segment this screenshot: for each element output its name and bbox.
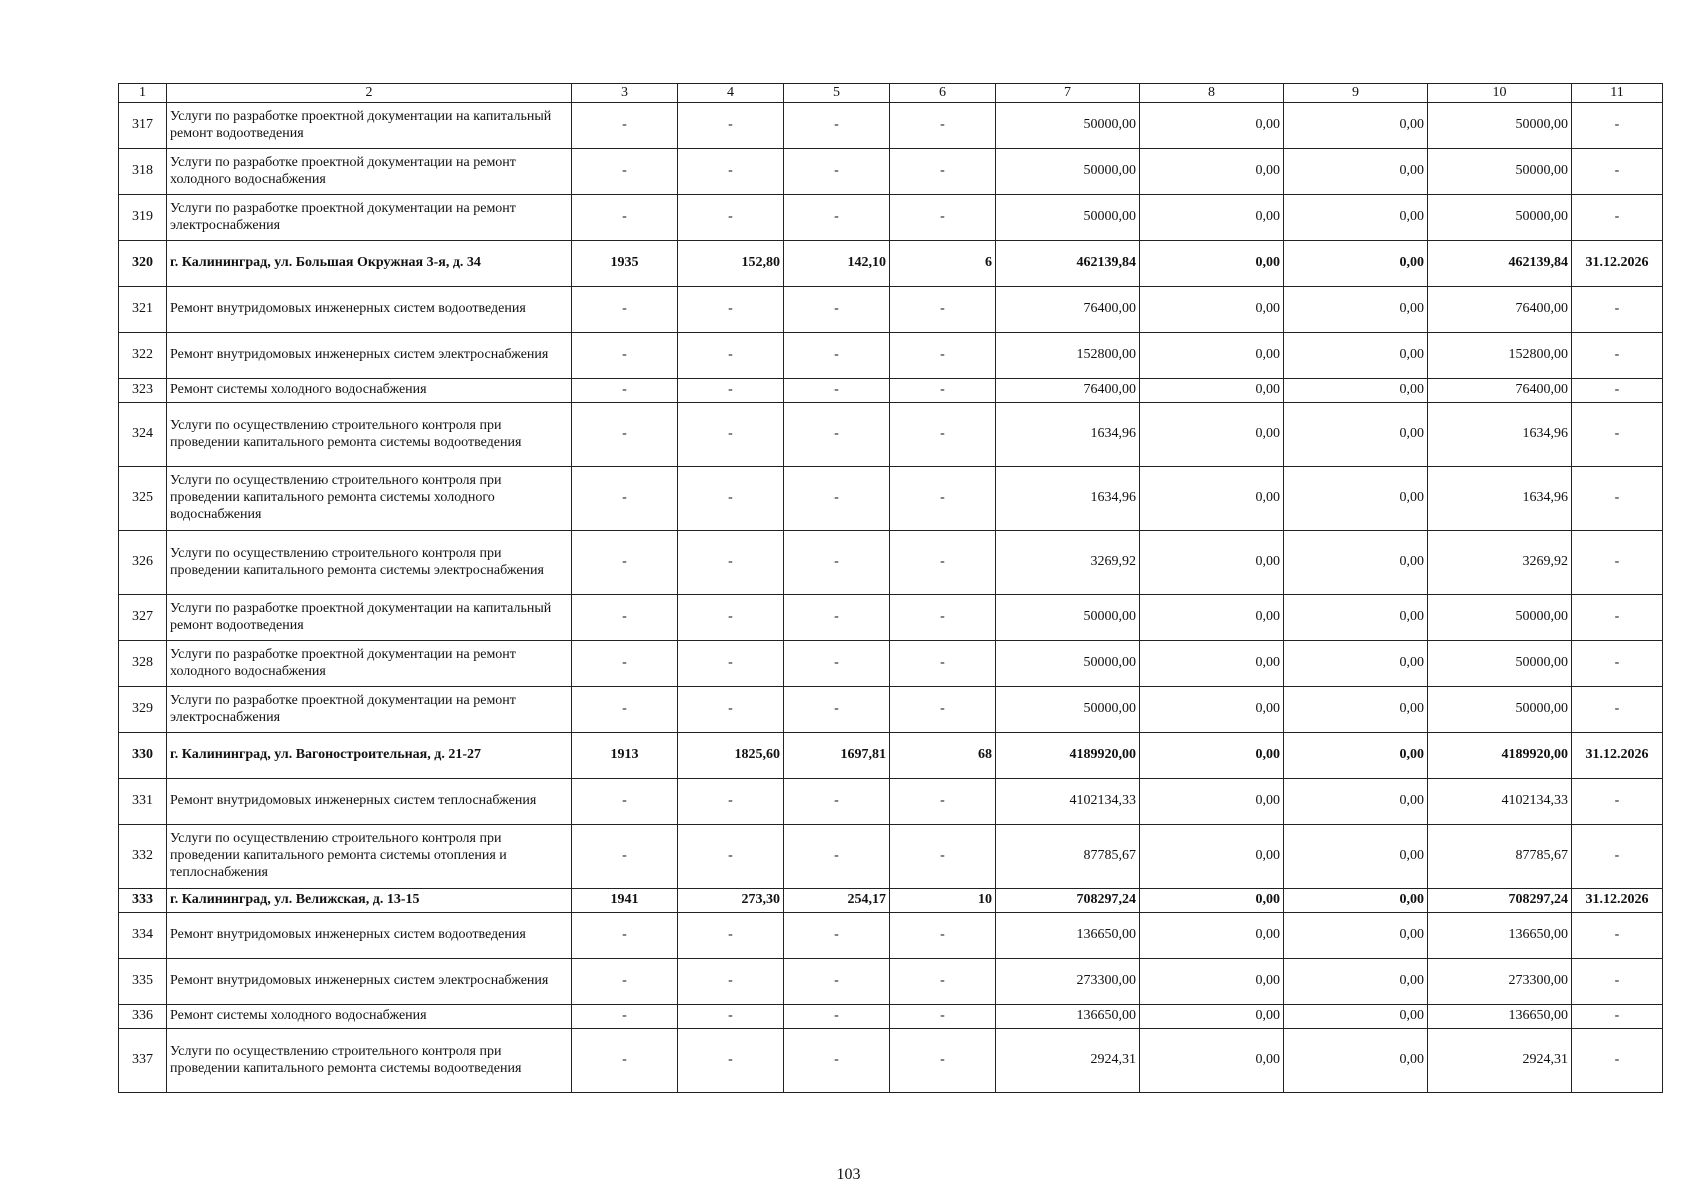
fund-source-10-cell: 50000,00 bbox=[1428, 595, 1572, 641]
item-name-cell: Ремонт внутридомовых инженерных систем водоотведения bbox=[167, 913, 572, 959]
table-row bbox=[119, 287, 1663, 333]
row-number-cell: 326 bbox=[119, 531, 167, 595]
table-row bbox=[119, 825, 1663, 889]
living-area-cell: - bbox=[784, 403, 890, 467]
residents-cell: - bbox=[890, 825, 996, 889]
deadline-cell: - bbox=[1572, 1005, 1663, 1029]
deadline-cell: 31.12.2026 bbox=[1572, 889, 1663, 913]
total-cost-cell: 4189920,00 bbox=[996, 733, 1140, 779]
fund-source-8-cell: 0,00 bbox=[1140, 287, 1284, 333]
total-area-cell: - bbox=[678, 825, 784, 889]
total-area-cell: 152,80 bbox=[678, 241, 784, 287]
total-area-cell: - bbox=[678, 195, 784, 241]
table-row bbox=[119, 467, 1663, 531]
item-name-cell: Услуги по осуществлению строительного контроля при проведении капитального ремонта системы отопления и теплоснабжения bbox=[167, 825, 572, 889]
table-row bbox=[119, 889, 1663, 913]
year-built-cell: - bbox=[572, 531, 678, 595]
living-area-cell: - bbox=[784, 379, 890, 403]
year-built-cell: - bbox=[572, 595, 678, 641]
table-row bbox=[119, 1029, 1663, 1093]
row-number-cell: 329 bbox=[119, 687, 167, 733]
program-table bbox=[118, 83, 1663, 1093]
fund-source-10-cell: 136650,00 bbox=[1428, 1005, 1572, 1029]
residents-cell: - bbox=[890, 287, 996, 333]
item-name-cell: Ремонт внутридомовых инженерных систем водоотведения bbox=[167, 287, 572, 333]
year-built-cell: - bbox=[572, 287, 678, 333]
deadline-cell: - bbox=[1572, 287, 1663, 333]
fund-source-8-cell: 0,00 bbox=[1140, 241, 1284, 287]
column-header-10: 10 bbox=[1428, 84, 1572, 103]
table-body bbox=[119, 84, 1663, 1093]
year-built-cell: 1935 bbox=[572, 241, 678, 287]
column-header-11: 11 bbox=[1572, 84, 1663, 103]
deadline-cell: - bbox=[1572, 825, 1663, 889]
residents-cell: - bbox=[890, 403, 996, 467]
year-built-cell: - bbox=[572, 379, 678, 403]
total-cost-cell: 50000,00 bbox=[996, 103, 1140, 149]
deadline-cell: - bbox=[1572, 779, 1663, 825]
year-built-cell: - bbox=[572, 641, 678, 687]
table-row bbox=[119, 531, 1663, 595]
row-number-cell: 320 bbox=[119, 241, 167, 287]
row-number-cell: 335 bbox=[119, 959, 167, 1005]
item-name-cell: Услуги по осуществлению строительного контроля при проведении капитального ремонта системы водоотведения bbox=[167, 403, 572, 467]
row-number-cell: 321 bbox=[119, 287, 167, 333]
total-cost-cell: 50000,00 bbox=[996, 641, 1140, 687]
living-area-cell: - bbox=[784, 825, 890, 889]
fund-source-8-cell: 0,00 bbox=[1140, 913, 1284, 959]
fund-source-9-cell: 0,00 bbox=[1284, 333, 1428, 379]
item-name-cell: Ремонт внутридомовых инженерных систем электроснабжения bbox=[167, 333, 572, 379]
residents-cell: - bbox=[890, 1029, 996, 1093]
residents-cell: - bbox=[890, 913, 996, 959]
fund-source-8-cell: 0,00 bbox=[1140, 733, 1284, 779]
deadline-cell: - bbox=[1572, 379, 1663, 403]
year-built-cell: - bbox=[572, 149, 678, 195]
residents-cell: 68 bbox=[890, 733, 996, 779]
fund-source-8-cell: 0,00 bbox=[1140, 149, 1284, 195]
residents-cell: - bbox=[890, 379, 996, 403]
total-cost-cell: 152800,00 bbox=[996, 333, 1140, 379]
total-area-cell: - bbox=[678, 149, 784, 195]
year-built-cell: 1941 bbox=[572, 889, 678, 913]
residents-cell: - bbox=[890, 595, 996, 641]
total-cost-cell: 708297,24 bbox=[996, 889, 1140, 913]
fund-source-10-cell: 50000,00 bbox=[1428, 103, 1572, 149]
total-area-cell: - bbox=[678, 595, 784, 641]
fund-source-9-cell: 0,00 bbox=[1284, 733, 1428, 779]
fund-source-10-cell: 50000,00 bbox=[1428, 149, 1572, 195]
row-number-cell: 325 bbox=[119, 467, 167, 531]
table-row bbox=[119, 733, 1663, 779]
year-built-cell: - bbox=[572, 779, 678, 825]
living-area-cell: - bbox=[784, 149, 890, 195]
total-cost-cell: 50000,00 bbox=[996, 195, 1140, 241]
row-number-cell: 333 bbox=[119, 889, 167, 913]
total-cost-cell: 87785,67 bbox=[996, 825, 1140, 889]
total-cost-cell: 50000,00 bbox=[996, 149, 1140, 195]
column-header-6: 6 bbox=[890, 84, 996, 103]
fund-source-9-cell: 0,00 bbox=[1284, 103, 1428, 149]
deadline-cell: 31.12.2026 bbox=[1572, 241, 1663, 287]
item-name-cell: Ремонт внутридомовых инженерных систем электроснабжения bbox=[167, 959, 572, 1005]
fund-source-10-cell: 4102134,33 bbox=[1428, 779, 1572, 825]
total-cost-cell: 4102134,33 bbox=[996, 779, 1140, 825]
deadline-cell: - bbox=[1572, 1029, 1663, 1093]
residents-cell: - bbox=[890, 959, 996, 1005]
table-row bbox=[119, 379, 1663, 403]
fund-source-9-cell: 0,00 bbox=[1284, 241, 1428, 287]
row-number-cell: 317 bbox=[119, 103, 167, 149]
fund-source-9-cell: 0,00 bbox=[1284, 149, 1428, 195]
fund-source-10-cell: 4189920,00 bbox=[1428, 733, 1572, 779]
deadline-cell: - bbox=[1572, 333, 1663, 379]
deadline-cell: - bbox=[1572, 149, 1663, 195]
total-area-cell: 273,30 bbox=[678, 889, 784, 913]
total-area-cell: - bbox=[678, 1029, 784, 1093]
fund-source-8-cell: 0,00 bbox=[1140, 103, 1284, 149]
living-area-cell: 142,10 bbox=[784, 241, 890, 287]
deadline-cell: - bbox=[1572, 467, 1663, 531]
residents-cell: - bbox=[890, 103, 996, 149]
row-number-cell: 328 bbox=[119, 641, 167, 687]
deadline-cell: 31.12.2026 bbox=[1572, 733, 1663, 779]
total-area-cell: - bbox=[678, 403, 784, 467]
fund-source-9-cell: 0,00 bbox=[1284, 287, 1428, 333]
item-name-cell: Ремонт внутридомовых инженерных систем теплоснабжения bbox=[167, 779, 572, 825]
fund-source-9-cell: 0,00 bbox=[1284, 889, 1428, 913]
fund-source-9-cell: 0,00 bbox=[1284, 913, 1428, 959]
fund-source-9-cell: 0,00 bbox=[1284, 641, 1428, 687]
row-number-cell: 334 bbox=[119, 913, 167, 959]
total-cost-cell: 1634,96 bbox=[996, 467, 1140, 531]
column-header-4: 4 bbox=[678, 84, 784, 103]
fund-source-9-cell: 0,00 bbox=[1284, 825, 1428, 889]
fund-source-10-cell: 273300,00 bbox=[1428, 959, 1572, 1005]
living-area-cell: - bbox=[784, 531, 890, 595]
item-name-cell: Услуги по осуществлению строительного контроля при проведении капитального ремонта системы электроснабжения bbox=[167, 531, 572, 595]
year-built-cell: - bbox=[572, 825, 678, 889]
year-built-cell: - bbox=[572, 403, 678, 467]
total-cost-cell: 136650,00 bbox=[996, 1005, 1140, 1029]
total-cost-cell: 136650,00 bbox=[996, 913, 1140, 959]
living-area-cell: - bbox=[784, 641, 890, 687]
total-area-cell: - bbox=[678, 779, 784, 825]
fund-source-10-cell: 87785,67 bbox=[1428, 825, 1572, 889]
fund-source-9-cell: 0,00 bbox=[1284, 195, 1428, 241]
fund-source-8-cell: 0,00 bbox=[1140, 467, 1284, 531]
column-header-9: 9 bbox=[1284, 84, 1428, 103]
total-area-cell: - bbox=[678, 687, 784, 733]
fund-source-8-cell: 0,00 bbox=[1140, 195, 1284, 241]
living-area-cell: - bbox=[784, 103, 890, 149]
total-area-cell: - bbox=[678, 287, 784, 333]
fund-source-10-cell: 3269,92 bbox=[1428, 531, 1572, 595]
fund-source-10-cell: 1634,96 bbox=[1428, 403, 1572, 467]
fund-source-10-cell: 50000,00 bbox=[1428, 195, 1572, 241]
total-area-cell: - bbox=[678, 379, 784, 403]
living-area-cell: 1697,81 bbox=[784, 733, 890, 779]
fund-source-8-cell: 0,00 bbox=[1140, 779, 1284, 825]
total-cost-cell: 50000,00 bbox=[996, 687, 1140, 733]
fund-source-8-cell: 0,00 bbox=[1140, 1029, 1284, 1093]
fund-source-9-cell: 0,00 bbox=[1284, 1005, 1428, 1029]
column-header-5: 5 bbox=[784, 84, 890, 103]
table-row bbox=[119, 149, 1663, 195]
fund-source-10-cell: 136650,00 bbox=[1428, 913, 1572, 959]
fund-source-9-cell: 0,00 bbox=[1284, 779, 1428, 825]
item-name-cell: г. Калининград, ул. Вагоностроительная, д. 21-27 bbox=[167, 733, 572, 779]
item-name-cell: Услуги по осуществлению строительного контроля при проведении капитального ремонта системы холодного водоснабжения bbox=[167, 467, 572, 531]
year-built-cell: - bbox=[572, 959, 678, 1005]
column-header-8: 8 bbox=[1140, 84, 1284, 103]
row-number-cell: 323 bbox=[119, 379, 167, 403]
total-cost-cell: 273300,00 bbox=[996, 959, 1140, 1005]
fund-source-8-cell: 0,00 bbox=[1140, 403, 1284, 467]
residents-cell: - bbox=[890, 779, 996, 825]
table-row bbox=[119, 403, 1663, 467]
total-cost-cell: 2924,31 bbox=[996, 1029, 1140, 1093]
fund-source-10-cell: 50000,00 bbox=[1428, 641, 1572, 687]
fund-source-9-cell: 0,00 bbox=[1284, 531, 1428, 595]
total-area-cell: - bbox=[678, 531, 784, 595]
total-area-cell: 1825,60 bbox=[678, 733, 784, 779]
residents-cell: - bbox=[890, 467, 996, 531]
total-area-cell: - bbox=[678, 103, 784, 149]
row-number-cell: 327 bbox=[119, 595, 167, 641]
fund-source-8-cell: 0,00 bbox=[1140, 531, 1284, 595]
fund-source-8-cell: 0,00 bbox=[1140, 379, 1284, 403]
table-row bbox=[119, 195, 1663, 241]
year-built-cell: - bbox=[572, 195, 678, 241]
total-area-cell: - bbox=[678, 467, 784, 531]
deadline-cell: - bbox=[1572, 531, 1663, 595]
deadline-cell: - bbox=[1572, 641, 1663, 687]
year-built-cell: - bbox=[572, 1005, 678, 1029]
table-row bbox=[119, 1005, 1663, 1029]
residents-cell: - bbox=[890, 149, 996, 195]
table-row bbox=[119, 333, 1663, 379]
fund-source-9-cell: 0,00 bbox=[1284, 595, 1428, 641]
item-name-cell: г. Калининград, ул. Велижская, д. 13-15 bbox=[167, 889, 572, 913]
table-row bbox=[119, 959, 1663, 1005]
row-number-cell: 336 bbox=[119, 1005, 167, 1029]
residents-cell: - bbox=[890, 1005, 996, 1029]
living-area-cell: - bbox=[784, 687, 890, 733]
living-area-cell: 254,17 bbox=[784, 889, 890, 913]
item-name-cell: Услуги по разработке проектной документации на ремонт холодного водоснабжения bbox=[167, 149, 572, 195]
item-name-cell: Услуги по разработке проектной документации на ремонт холодного водоснабжения bbox=[167, 641, 572, 687]
table-row bbox=[119, 241, 1663, 287]
total-cost-cell: 1634,96 bbox=[996, 403, 1140, 467]
fund-source-10-cell: 152800,00 bbox=[1428, 333, 1572, 379]
table-row bbox=[119, 913, 1663, 959]
residents-cell: - bbox=[890, 333, 996, 379]
fund-source-10-cell: 50000,00 bbox=[1428, 687, 1572, 733]
table-row bbox=[119, 641, 1663, 687]
item-name-cell: Услуги по осуществлению строительного контроля при проведении капитального ремонта системы водоотведения bbox=[167, 1029, 572, 1093]
fund-source-10-cell: 76400,00 bbox=[1428, 379, 1572, 403]
deadline-cell: - bbox=[1572, 913, 1663, 959]
fund-source-8-cell: 0,00 bbox=[1140, 595, 1284, 641]
fund-source-9-cell: 0,00 bbox=[1284, 687, 1428, 733]
column-header-3: 3 bbox=[572, 84, 678, 103]
total-cost-cell: 76400,00 bbox=[996, 287, 1140, 333]
fund-source-10-cell: 708297,24 bbox=[1428, 889, 1572, 913]
fund-source-8-cell: 0,00 bbox=[1140, 687, 1284, 733]
row-number-cell: 322 bbox=[119, 333, 167, 379]
table-row bbox=[119, 687, 1663, 733]
deadline-cell: - bbox=[1572, 595, 1663, 641]
column-header-2: 2 bbox=[167, 84, 572, 103]
fund-source-8-cell: 0,00 bbox=[1140, 959, 1284, 1005]
fund-source-8-cell: 0,00 bbox=[1140, 889, 1284, 913]
row-number-cell: 319 bbox=[119, 195, 167, 241]
fund-source-10-cell: 76400,00 bbox=[1428, 287, 1572, 333]
living-area-cell: - bbox=[784, 333, 890, 379]
fund-source-10-cell: 1634,96 bbox=[1428, 467, 1572, 531]
year-built-cell: - bbox=[572, 1029, 678, 1093]
fund-source-9-cell: 0,00 bbox=[1284, 1029, 1428, 1093]
fund-source-8-cell: 0,00 bbox=[1140, 825, 1284, 889]
row-number-cell: 330 bbox=[119, 733, 167, 779]
deadline-cell: - bbox=[1572, 403, 1663, 467]
living-area-cell: - bbox=[784, 913, 890, 959]
total-cost-cell: 76400,00 bbox=[996, 379, 1140, 403]
row-number-cell: 331 bbox=[119, 779, 167, 825]
row-number-cell: 324 bbox=[119, 403, 167, 467]
deadline-cell: - bbox=[1572, 103, 1663, 149]
total-area-cell: - bbox=[678, 959, 784, 1005]
item-name-cell: г. Калининград, ул. Большая Окружная 3-я, д. 34 bbox=[167, 241, 572, 287]
living-area-cell: - bbox=[784, 1005, 890, 1029]
row-number-cell: 332 bbox=[119, 825, 167, 889]
living-area-cell: - bbox=[784, 959, 890, 1005]
year-built-cell: - bbox=[572, 103, 678, 149]
living-area-cell: - bbox=[784, 779, 890, 825]
item-name-cell: Услуги по разработке проектной документации на капитальный ремонт водоотведения bbox=[167, 103, 572, 149]
total-area-cell: - bbox=[678, 333, 784, 379]
item-name-cell: Услуги по разработке проектной документации на ремонт электроснабжения bbox=[167, 195, 572, 241]
fund-source-9-cell: 0,00 bbox=[1284, 379, 1428, 403]
column-header-1: 1 bbox=[119, 84, 167, 103]
fund-source-10-cell: 2924,31 bbox=[1428, 1029, 1572, 1093]
year-built-cell: - bbox=[572, 687, 678, 733]
deadline-cell: - bbox=[1572, 687, 1663, 733]
table-row bbox=[119, 779, 1663, 825]
header-row bbox=[119, 84, 1663, 103]
total-area-cell: - bbox=[678, 641, 784, 687]
total-area-cell: - bbox=[678, 913, 784, 959]
living-area-cell: - bbox=[784, 195, 890, 241]
living-area-cell: - bbox=[784, 1029, 890, 1093]
year-built-cell: 1913 bbox=[572, 733, 678, 779]
item-name-cell: Услуги по разработке проектной документации на ремонт электроснабжения bbox=[167, 687, 572, 733]
column-header-7: 7 bbox=[996, 84, 1140, 103]
living-area-cell: - bbox=[784, 467, 890, 531]
row-number-cell: 337 bbox=[119, 1029, 167, 1093]
page-number: 103 bbox=[836, 1166, 861, 1183]
row-number-cell: 318 bbox=[119, 149, 167, 195]
year-built-cell: - bbox=[572, 467, 678, 531]
total-area-cell: - bbox=[678, 1005, 784, 1029]
year-built-cell: - bbox=[572, 913, 678, 959]
fund-source-8-cell: 0,00 bbox=[1140, 333, 1284, 379]
fund-source-8-cell: 0,00 bbox=[1140, 641, 1284, 687]
residents-cell: - bbox=[890, 531, 996, 595]
table-row bbox=[119, 103, 1663, 149]
table-row bbox=[119, 595, 1663, 641]
year-built-cell: - bbox=[572, 333, 678, 379]
fund-source-9-cell: 0,00 bbox=[1284, 403, 1428, 467]
residents-cell: - bbox=[890, 195, 996, 241]
residents-cell: 10 bbox=[890, 889, 996, 913]
total-cost-cell: 50000,00 bbox=[996, 595, 1140, 641]
item-name-cell: Ремонт системы холодного водоснабжения bbox=[167, 379, 572, 403]
residents-cell: 6 bbox=[890, 241, 996, 287]
total-cost-cell: 3269,92 bbox=[996, 531, 1140, 595]
living-area-cell: - bbox=[784, 287, 890, 333]
deadline-cell: - bbox=[1572, 959, 1663, 1005]
item-name-cell: Услуги по разработке проектной документации на капитальный ремонт водоотведения bbox=[167, 595, 572, 641]
fund-source-9-cell: 0,00 bbox=[1284, 467, 1428, 531]
living-area-cell: - bbox=[784, 595, 890, 641]
fund-source-8-cell: 0,00 bbox=[1140, 1005, 1284, 1029]
fund-source-10-cell: 462139,84 bbox=[1428, 241, 1572, 287]
residents-cell: - bbox=[890, 687, 996, 733]
residents-cell: - bbox=[890, 641, 996, 687]
deadline-cell: - bbox=[1572, 195, 1663, 241]
item-name-cell: Ремонт системы холодного водоснабжения bbox=[167, 1005, 572, 1029]
total-cost-cell: 462139,84 bbox=[996, 241, 1140, 287]
fund-source-9-cell: 0,00 bbox=[1284, 959, 1428, 1005]
